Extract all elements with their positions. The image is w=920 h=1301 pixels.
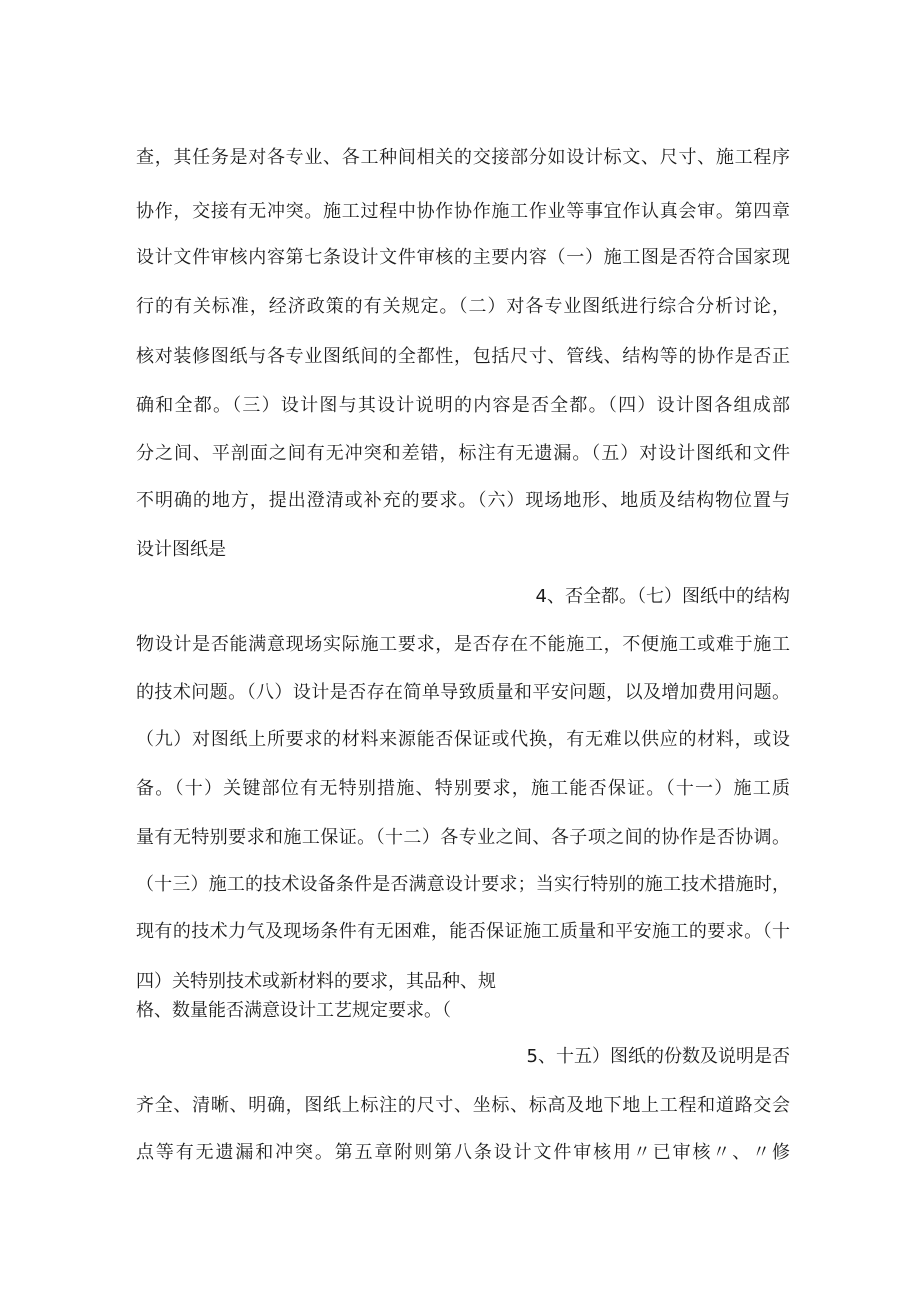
text-line: 格、数量能否满意设计工艺规定要求。（ xyxy=(136,1000,451,1021)
text-line: 设计图纸是 xyxy=(136,539,226,560)
text-line: 四）关特别技术或新材料的要求，其品种、规 xyxy=(136,971,496,992)
text-line: 确和全都。（三）设计图与其设计说明的内容是否全都。（四）设计图各组成部 xyxy=(136,395,790,416)
text-line: 分之间、平剖面之间有无冲突和差错，标注有无遗漏。（五）对设计图纸和文件 xyxy=(136,443,790,464)
text-line: 物设计是否能满意现场实际施工要求，是否存在不能施工，不便施工或难于施工 xyxy=(136,634,790,655)
text-line: 点等有无遗漏和冲突。第五章附则第八条设计文件审核用〃已审核〃、〃修 xyxy=(136,1142,790,1163)
text-line: 的技术问题。（八）设计是否存在简单导致质量和平安问题，以及增加费用问题。 xyxy=(136,682,790,703)
text-line: 量有无特别要求和施工保证。（十二）各专业之间、各子项之间的协作是否协调。 xyxy=(136,827,790,848)
text-line: 不明确的地方，提出澄清或补充的要求。（六）现场地形、地质及结构物位置与 xyxy=(136,490,790,511)
text-line: 行的有关标准，经济政策的有关规定。（二）对各专业图纸进行综合分析讨论， xyxy=(136,296,790,317)
numbered-line: 4、否全都。（七）图纸中的结构 xyxy=(535,586,790,607)
text-line: 齐全、清晰、明确，图纸上标注的尺寸、坐标、标高及地下地上工程和道路交会 xyxy=(136,1095,790,1116)
text-line: 查，其任务是对各专业、各工种间相关的交接部分如设计标文、尺寸、施工程序 xyxy=(136,147,790,168)
text-line: 设计文件审核内容第七条设计文件审核的主要内容（一）施工图是否符合国家现 xyxy=(136,247,790,268)
numbered-line: 5、十五）图纸的份数及说明是否 xyxy=(526,1046,790,1067)
text-line: 现有的技术力气及现场条件有无困难，能否保证施工质量和平安施工的要求。（十 xyxy=(136,921,790,942)
text-line: 核对装修图纸与各专业图纸间的全都性，包括尺寸、管线、结构等的协作是否正 xyxy=(136,346,790,367)
text-line: （九）对图纸上所要求的材料来源能否保证或代换，有无难以供应的材料，或设 xyxy=(136,729,790,750)
text-line: （十三）施工的技术设备条件是否满意设计要求；当实行特别的施工技术措施时， xyxy=(136,874,790,895)
text-line: 协作，交接有无冲突。施工过程中协作协作施工作业等事宜作认真会审。第四章 xyxy=(136,201,790,222)
text-line: 备。（十）关键部位有无特别措施、特别要求，施工能否保证。（十一）施工质 xyxy=(136,778,790,799)
